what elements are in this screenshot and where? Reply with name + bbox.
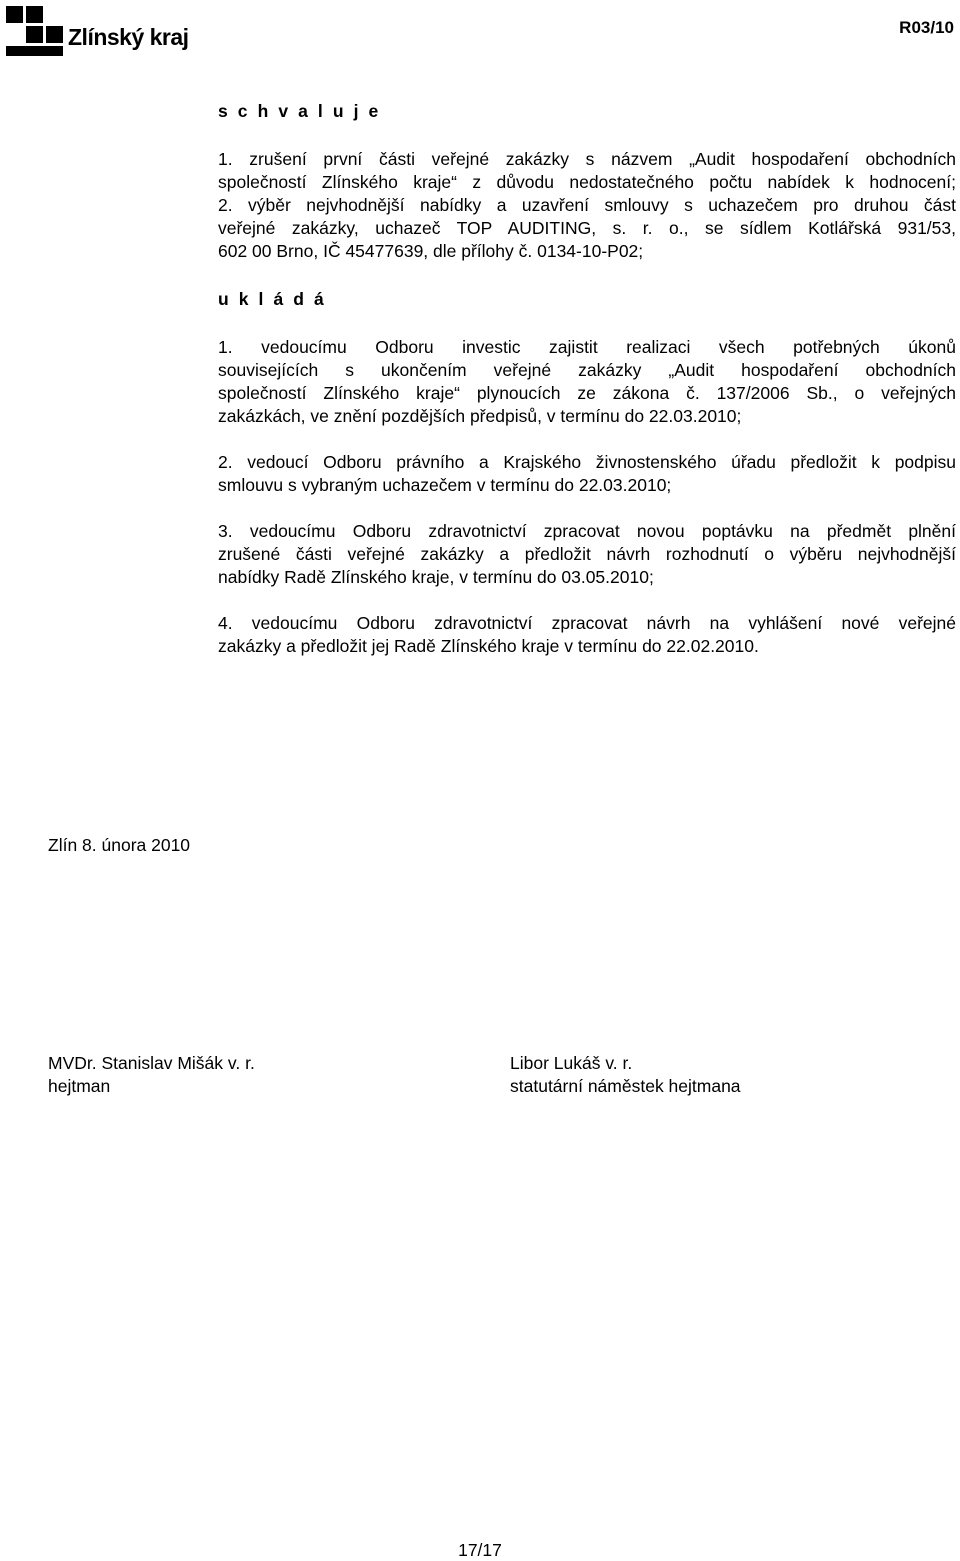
text-line: zakázky a předložit jej Radě Zlínského kraje v termínu do 22.02.2010. (218, 636, 759, 656)
text-line: 602 00 Brno, IČ 45477639, dle přílohy č. 0134-10-P02; (218, 241, 644, 261)
resolution-content (218, 100, 956, 658)
text-line: společností Zlínského kraje“ z důvodu nedostatečného počtu nabídek k hodnocení; (218, 172, 956, 192)
signature-name: MVDr. Stanislav Mišák v. r. (48, 1053, 255, 1073)
heading-uklada: u k l á d á (218, 289, 327, 309)
imposes-item-4 (218, 612, 956, 658)
text-line: společností Zlínského kraje“ plynoucích ze zákona č. 137/2006 Sb., o veřejných (218, 383, 956, 403)
text-line: veřejné zakázky, uchazeč TOP AUDITING, s. r. o., se sídlem Kotlářská 931/53, (218, 218, 956, 238)
text-line: smlouvu s vybraným uchazečem v termínu do 22.03.2010; (218, 475, 672, 495)
text-line: zakázkách, ve znění pozdějších předpisů, v termínu do 22.03.2010; (218, 406, 742, 426)
imposes-item-1 (218, 336, 956, 428)
signature-namestek (510, 1052, 741, 1098)
imposes-item-3 (218, 520, 956, 589)
document-number: R03/10 (899, 18, 954, 37)
signature-hejtman (48, 1052, 255, 1098)
imposes-item-2 (218, 451, 956, 497)
signature-role: hejtman (48, 1076, 111, 1096)
text-line: souvisejících s ukončením veřejné zakázky „Audit hospodaření obchodních (218, 360, 956, 380)
approves-item-1 (218, 148, 956, 194)
text-line: 3. vedoucímu Odboru zdravotnictví zpracovat novou poptávku na předmět plnění (218, 521, 956, 541)
text-line: 2. výběr nejvhodnější nabídky a uzavření smlouvy s uchazečem pro druhou část (218, 195, 956, 215)
place-date: Zlín 8. února 2010 (48, 835, 191, 855)
text-line: nabídky Radě Zlínského kraje, v termínu do 03.05.2010; (218, 567, 654, 587)
text-line: 2. vedoucí Odboru právního a Krajského živnostenského úřadu předložit k podpisu (218, 452, 956, 472)
text-line: 1. zrušení první části veřejné zakázky s názvem „Audit hospodaření obchodních (218, 149, 956, 169)
text-line: 1. vedoucímu Odboru investic zajistit realizaci všech potřebných úkonů (218, 337, 956, 357)
heading-schvaluje: s c h v a l u j e (218, 101, 381, 121)
signature-role: statutární náměstek hejtmana (510, 1076, 741, 1096)
approves-item-2 (218, 194, 956, 263)
text-line: zrušené části veřejné zakázky a předložit návrh rozhodnutí o výběru nejvhodnější (218, 544, 956, 564)
page-number: 17/17 (458, 1540, 502, 1560)
signature-name: Libor Lukáš v. r. (510, 1053, 633, 1073)
text-line: 4. vedoucímu Odboru zdravotnictví zpracovat návrh na vyhlášení nové veřejné (218, 613, 956, 633)
logo-text: Zlínský kraj (68, 24, 189, 50)
